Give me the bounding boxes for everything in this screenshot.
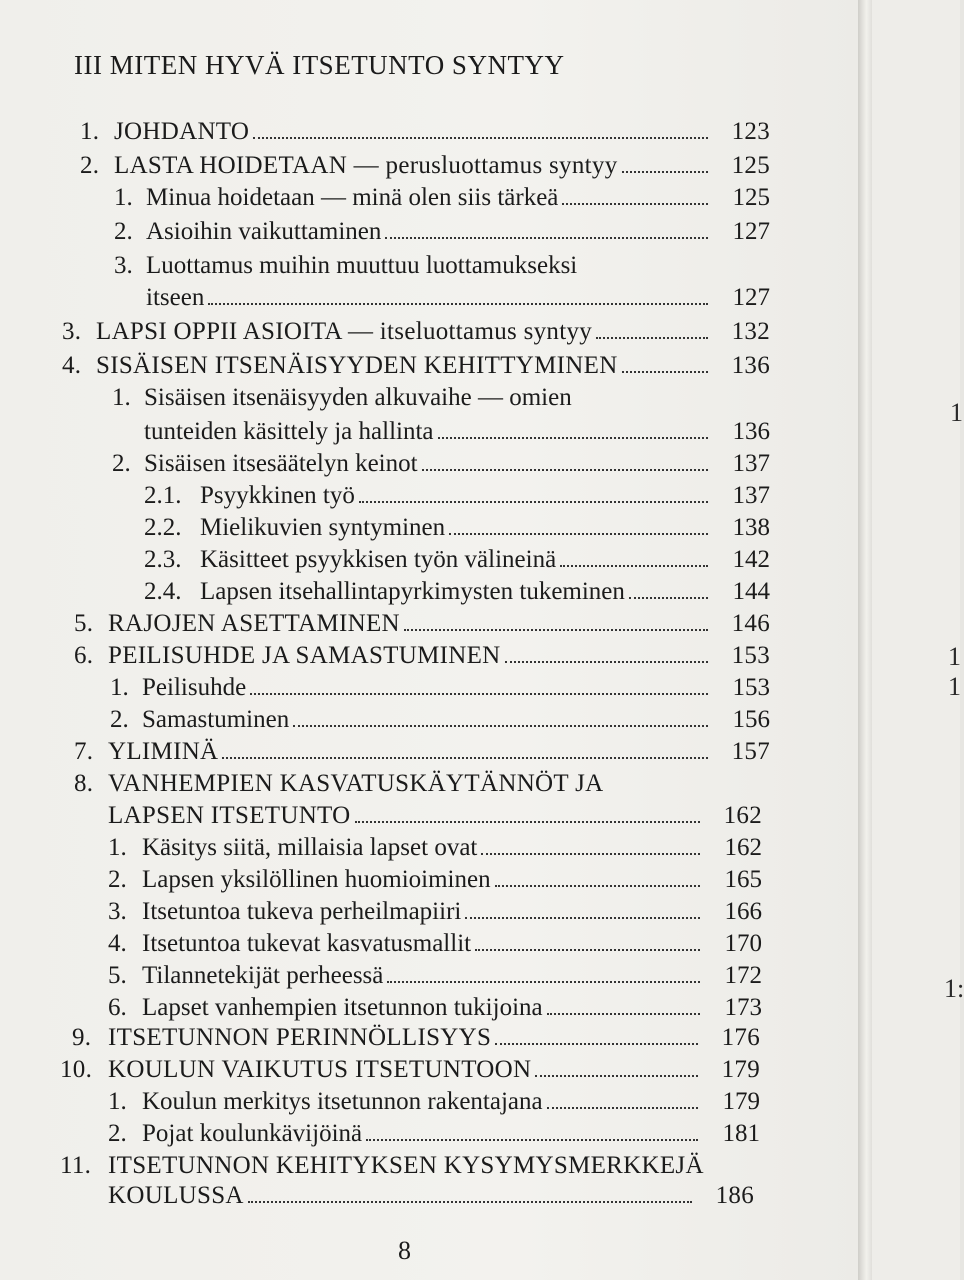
dot-leader xyxy=(495,885,700,887)
toc-entry-title: ITSETUNNON KEHITYKSEN KYSYMYSMERKKEJÄ xyxy=(108,1152,704,1179)
dot-leader xyxy=(208,303,708,305)
toc-entry-number: 3. xyxy=(114,252,133,279)
toc-entry xyxy=(110,672,770,704)
dot-leader xyxy=(404,629,708,631)
toc-entry-continuation xyxy=(144,416,770,448)
dot-leader xyxy=(475,949,700,951)
dot-leader xyxy=(495,1043,698,1045)
toc-entry-number: 3. xyxy=(108,898,127,925)
toc-entry xyxy=(108,992,762,1024)
toc-entry-continuation xyxy=(146,282,770,314)
toc-entry xyxy=(60,1150,704,1182)
dot-leader xyxy=(385,237,708,239)
toc-entry-page: 153 xyxy=(731,642,770,669)
toc-entry-title: Tilannetekijät perheessä xyxy=(142,962,384,989)
toc-entry-page: 176 xyxy=(721,1024,760,1051)
toc-entry-number: 2.1. xyxy=(144,482,182,509)
toc-entry-title: Käsitys siitä, millaisia lapset ovat xyxy=(142,834,478,861)
toc-entry-title: Peilisuhde xyxy=(142,674,247,701)
toc-entry-title: Pojat koulunkävijöinä xyxy=(142,1120,363,1147)
toc-entry-number: 2. xyxy=(108,1120,127,1147)
right-page-fragment: 1 xyxy=(948,642,961,671)
toc-entry-number: 3. xyxy=(62,318,82,345)
dot-leader xyxy=(622,171,709,173)
toc-entry-number: 1. xyxy=(114,184,133,211)
toc-entry-page: 125 xyxy=(731,152,770,179)
dot-leader xyxy=(366,1139,698,1141)
dot-leader xyxy=(253,137,708,139)
toc-entry-number: 1. xyxy=(80,118,100,145)
toc-entry-number: 8. xyxy=(74,770,94,797)
dot-leader xyxy=(293,725,708,727)
book-page-right xyxy=(872,0,960,1280)
toc-entry-title: LAPSI OPPII ASIOITA — itseluottamus syntyy xyxy=(96,318,593,345)
toc-entry xyxy=(80,150,770,182)
toc-entry-title: Lapset vanhempien itsetunnon tukijoina xyxy=(142,994,543,1021)
toc-entry xyxy=(110,704,770,736)
toc-entry-page: 123 xyxy=(731,118,770,145)
page-number: 8 xyxy=(398,1236,411,1265)
toc-entry-number: 2.2. xyxy=(144,514,182,541)
toc-entry-continuation xyxy=(108,1180,754,1212)
dot-leader xyxy=(629,597,708,599)
toc-entry-page: 127 xyxy=(732,218,770,245)
dot-leader xyxy=(505,661,708,663)
toc-entry-title: Lapsen itsehallintapyrkimysten tukeminen xyxy=(200,578,625,605)
toc-entry xyxy=(114,216,770,248)
toc-entry-page: 165 xyxy=(724,866,762,893)
toc-entry-title: PEILISUHDE JA SAMASTUMINEN xyxy=(108,642,501,669)
toc-entry xyxy=(62,350,770,382)
toc-entry-page: 146 xyxy=(731,610,770,637)
toc-entry-page: 144 xyxy=(732,578,770,605)
toc-entry xyxy=(112,382,572,414)
toc-entry-page: 157 xyxy=(731,738,770,765)
toc-entry-number: 1. xyxy=(108,834,127,861)
toc-entry-page: 156 xyxy=(732,706,770,733)
toc-entry-title: Käsitteet psyykkisen työn välineinä xyxy=(200,546,557,573)
toc-entry xyxy=(108,896,762,928)
toc-entry-title: SISÄISEN ITSENÄISYYDEN KEHITTYMINEN xyxy=(96,352,618,379)
toc-entry-page: 125 xyxy=(732,184,770,211)
toc-entry-page: 179 xyxy=(721,1056,760,1083)
toc-entry xyxy=(108,1086,760,1118)
toc-entry-page: 153 xyxy=(732,674,770,701)
toc-entry-title-continued: itseen xyxy=(146,284,205,311)
toc-entry xyxy=(108,1118,760,1150)
toc-entry xyxy=(108,960,762,992)
dot-leader xyxy=(248,1201,692,1203)
dot-leader xyxy=(560,565,708,567)
dot-leader xyxy=(481,853,700,855)
toc-entry xyxy=(144,512,770,544)
toc-entry-page: 162 xyxy=(724,834,762,861)
toc-entry-title: Itsetuntoa tukeva perheilmapiiri xyxy=(142,898,462,925)
toc-entry-number: 9. xyxy=(72,1024,92,1051)
toc-entry xyxy=(114,182,770,214)
toc-entry-title: VANHEMPIEN KASVATUSKÄYTÄNNÖT JA xyxy=(108,770,604,797)
toc-entry-title: Mielikuvien syntyminen xyxy=(200,514,446,541)
dot-leader xyxy=(547,1013,700,1015)
dot-leader xyxy=(438,437,708,439)
right-page-fragment: 1 xyxy=(948,672,961,701)
dot-leader xyxy=(422,469,708,471)
toc-entry-page: 170 xyxy=(724,930,762,957)
toc-entry xyxy=(80,116,770,148)
toc-entry-title: JOHDANTO xyxy=(114,118,250,145)
dot-leader xyxy=(449,533,708,535)
toc-entry-number: 2. xyxy=(108,866,127,893)
dot-leader xyxy=(547,1107,698,1109)
toc-entry-number: 1. xyxy=(108,1088,127,1115)
toc-entry-number: 2. xyxy=(112,450,131,477)
toc-entry-number: 2. xyxy=(110,706,129,733)
dot-leader xyxy=(222,757,708,759)
toc-entry-page: 173 xyxy=(724,994,762,1021)
toc-entry-title: LASTA HOIDETAAN — perusluottamus syntyy xyxy=(114,152,618,179)
toc-entry-number: 4. xyxy=(108,930,127,957)
toc-entry-title-continued: tunteiden käsittely ja hallinta xyxy=(144,418,434,445)
toc-entry xyxy=(74,736,770,768)
toc-entry-number: 5. xyxy=(74,610,94,637)
toc-entry-continuation xyxy=(108,800,762,832)
right-page-fragment: 1 xyxy=(950,398,963,427)
toc-entry xyxy=(144,576,770,608)
toc-entry-number: 6. xyxy=(108,994,127,1021)
toc-entry-title: Luottamus muihin muuttuu luottamukseksi xyxy=(146,252,578,279)
toc-entry-page: 181 xyxy=(722,1120,760,1147)
book-gutter xyxy=(858,0,872,1280)
toc-entry-page: 142 xyxy=(732,546,770,573)
toc-entry-title: Minua hoidetaan — minä olen siis tärkeä xyxy=(146,184,559,211)
section-heading: III MITEN HYVÄ ITSETUNTO SYNTYY xyxy=(74,50,565,80)
toc-entry-title: Psyykkinen työ xyxy=(200,482,355,509)
toc-entry-title-continued: KOULUSSA xyxy=(108,1182,244,1209)
toc-entry xyxy=(72,1022,760,1054)
toc-entry-page: 132 xyxy=(731,318,770,345)
toc-entry-number: 5. xyxy=(108,962,127,989)
toc-entry-title: Itsetuntoa tukevat kasvatusmallit xyxy=(142,930,472,957)
toc-entry-number: 2. xyxy=(114,218,133,245)
toc-entry-page: 162 xyxy=(723,802,762,829)
toc-entry-number: 4. xyxy=(62,352,82,379)
toc-entry xyxy=(144,544,770,576)
toc-entry xyxy=(112,448,770,480)
toc-entry-number: 2.4. xyxy=(144,578,182,605)
dot-leader xyxy=(250,693,708,695)
dot-leader xyxy=(596,337,708,339)
toc-entry xyxy=(74,608,770,640)
toc-entry xyxy=(144,480,770,512)
dot-leader xyxy=(622,371,708,373)
toc-entry-page: 138 xyxy=(732,514,770,541)
toc-entry-page: 136 xyxy=(731,352,770,379)
toc-entry-title: Sisäisen itsenäisyyden alkuvaihe — omien xyxy=(144,384,572,411)
dot-leader xyxy=(562,203,708,205)
dot-leader xyxy=(535,1075,698,1077)
toc-entry-page: 127 xyxy=(732,284,770,311)
toc-entry-page: 137 xyxy=(732,482,770,509)
toc-entry-title: Koulun merkitys itsetunnon rakentajana xyxy=(142,1088,543,1115)
toc-entry-title: KOULUN VAIKUTUS ITSETUNTOON xyxy=(108,1056,532,1083)
toc-entry-title-continued: LAPSEN ITSETUNTO xyxy=(108,802,351,829)
toc-entry-number: 7. xyxy=(74,738,94,765)
right-page-fragment: 1: xyxy=(944,974,964,1003)
toc-entry xyxy=(60,1054,760,1086)
toc-entry-page: 136 xyxy=(732,418,770,445)
toc-entry xyxy=(108,864,762,896)
toc-entry-title: ITSETUNNON PERINNÖLLISYYS xyxy=(108,1024,492,1051)
toc-entry xyxy=(74,640,770,672)
toc-entry-number: 1. xyxy=(112,384,131,411)
toc-entry-title: YLIMINÄ xyxy=(108,738,219,765)
toc-entry-title: Asioihin vaikuttaminen xyxy=(146,218,382,245)
toc-entry-page: 172 xyxy=(724,962,762,989)
toc-entry-title: RAJOJEN ASETTAMINEN xyxy=(108,610,400,637)
toc-entry-number: 10. xyxy=(60,1056,93,1083)
toc-entry-page: 186 xyxy=(715,1182,754,1209)
dot-leader xyxy=(355,821,700,823)
toc-entry-number: 2. xyxy=(80,152,100,179)
toc-entry xyxy=(74,768,603,800)
dot-leader xyxy=(465,917,700,919)
toc-entry-title: Samastuminen xyxy=(142,706,290,733)
toc-entry xyxy=(114,250,577,282)
toc-entry-number: 1. xyxy=(110,674,129,701)
toc-entry-page: 137 xyxy=(732,450,770,477)
toc-entry-number: 6. xyxy=(74,642,94,669)
toc-entry xyxy=(108,928,762,960)
dot-leader xyxy=(387,981,700,983)
toc-entry-number: 2.3. xyxy=(144,546,182,573)
dot-leader xyxy=(359,501,708,503)
toc-entry xyxy=(62,316,770,348)
toc-entry-title: Sisäisen itsesäätelyn keinot xyxy=(144,450,418,477)
toc-entry xyxy=(108,832,762,864)
toc-entry-page: 166 xyxy=(724,898,762,925)
toc-entry-title: Lapsen yksilöllinen huomioiminen xyxy=(142,866,491,893)
toc-entry-number: 11. xyxy=(60,1152,92,1179)
toc-entry-page: 179 xyxy=(722,1088,760,1115)
